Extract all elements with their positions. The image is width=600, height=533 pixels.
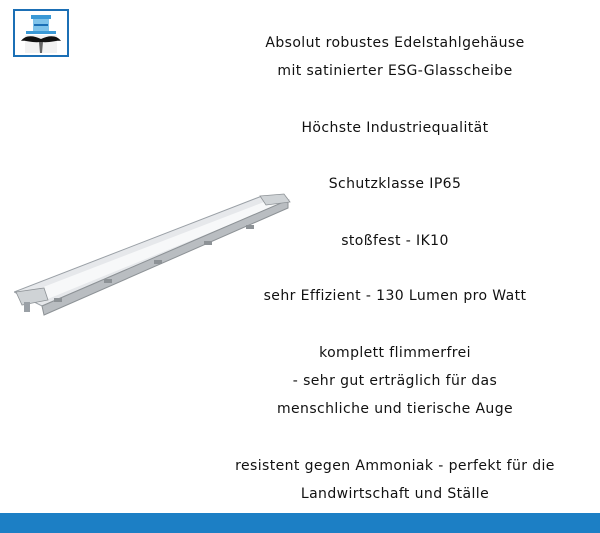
feature-line: Schutzklasse IP65 [328, 176, 462, 192]
top-hat-mustache-icon [15, 11, 67, 55]
feature-line: Landwirtschaft und Ställe [300, 486, 490, 502]
feature-line: menschliche und tierische Auge [277, 401, 513, 417]
footer-bar [0, 513, 600, 533]
feature-line: Absolut robustes Edelstahlgehäuse [265, 35, 525, 51]
feature-line: - sehr gut erträglich für das [292, 373, 498, 389]
feature-line: Höchste Industriequalität [301, 120, 489, 136]
feature-line: komplett flimmerfrei [319, 345, 471, 361]
feature-line: sehr Effizient - 130 Lumen pro Watt [263, 288, 527, 304]
feature-line: mit satinierter ESG-Glasscheibe [277, 63, 513, 79]
feature-line: resistent gegen Ammoniak - perfekt für die [235, 458, 555, 474]
brand-logo [13, 9, 69, 57]
feature-line: stoßfest - IK10 [341, 233, 449, 249]
